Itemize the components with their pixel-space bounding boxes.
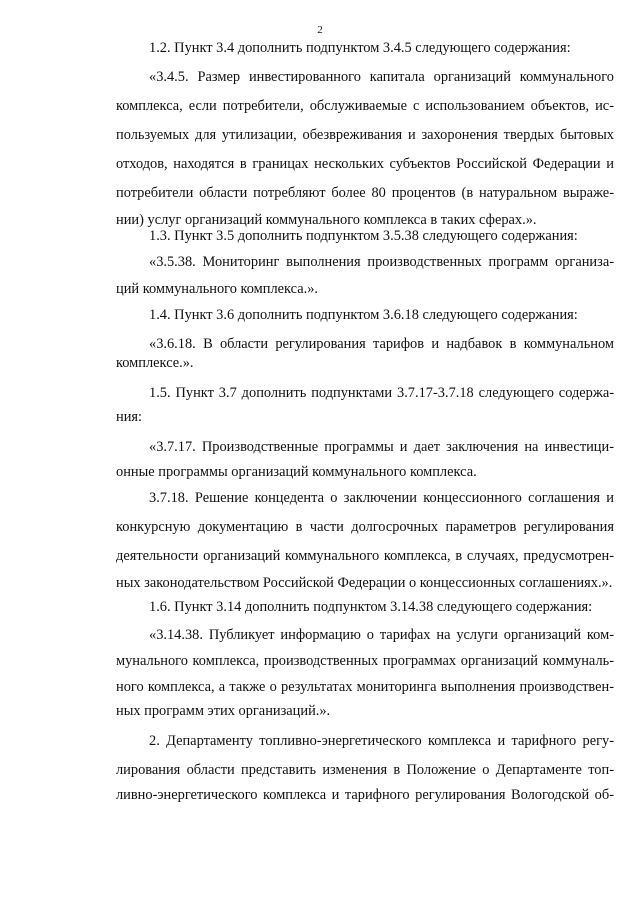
text-line: ных законодательством Российской Федерации о концессионных соглашениях.».	[116, 575, 613, 591]
text-line: «3.5.38. Мониторинг выполнения производственных программ организа-	[149, 254, 614, 270]
item-1-3-heading: 1.3. Пункт 3.5 дополнить подпунктом 3.5.38 следующего содержания:	[149, 228, 578, 244]
text-line: «3.7.17. Производственные программы и дает заключения на инвестици-	[149, 439, 614, 455]
text-line: «3.14.38. Публикует информацию о тарифах на услуги организаций ком-	[149, 627, 614, 643]
item-1-5-heading: 1.5. Пункт 3.7 дополнить подпунктами 3.7.17-3.7.18 следующего содержа-	[149, 385, 614, 401]
text-line: «3.6.18. В области регулирования тарифов и надбавок в коммунальном	[149, 336, 614, 352]
item-1-6-heading: 1.6. Пункт 3.14 дополнить подпунктом 3.14.38 следующего содержания:	[149, 599, 593, 615]
text-line: «3.4.5. Размер инвестированного капитала организаций коммунального	[149, 69, 614, 85]
item-2-heading: 2. Департаменту топливно-энергетического комплекса и тарифного регу-	[149, 733, 614, 749]
text-line: мунального комплекса, производственных программах организаций коммуналь-	[116, 653, 614, 669]
item-1-2-heading: 1.2. Пункт 3.4 дополнить подпунктом 3.4.5 следующего содержания:	[149, 40, 571, 56]
text-line: комплексе.».	[116, 355, 194, 371]
text-line: комплекса, если потребители, обслуживаемые с использованием объектов, ис-	[116, 98, 614, 114]
text-line: нии) услуг организаций коммунального комплекса в таких сферах.».	[116, 212, 537, 228]
text-line: деятельности организаций коммунального комплекса, в случаях, предусмотрен-	[116, 548, 614, 564]
text-line: 3.7.18. Решение концедента о заключении концессионного соглашения и	[149, 490, 614, 506]
text-line: конкурсную документацию в части долгосрочных параметров регулирования	[116, 519, 614, 535]
text-line: лирования области представить изменения в Положение о Департаменте топ-	[116, 762, 614, 778]
text-line: потребители области потребляют более 80 процентов (в натуральном выраже-	[116, 185, 614, 201]
item-1-4-heading: 1.4. Пункт 3.6 дополнить подпунктом 3.6.18 следующего содержания:	[149, 307, 578, 323]
text-line: ного комплекса, а также о результатах мониторинга выполнения производствен-	[116, 679, 614, 695]
text-line: онные программы организаций коммунального комплекса.	[116, 464, 477, 480]
text-line: ливно-энергетического комплекса и тарифного регулирования Вологодской об-	[116, 787, 614, 803]
text-line: ния:	[116, 409, 143, 425]
page-number: 2	[317, 24, 323, 36]
text-line: пользуемых для утилизации, обезвреживания и захоронения твердых бытовых	[116, 127, 614, 143]
text-line: ций коммунального комплекса.».	[116, 281, 319, 297]
text-line: отходов, находятся в границах нескольких субъектов Российской Федерации и	[116, 156, 614, 172]
text-line: ных программ этих организаций.».	[116, 703, 331, 719]
